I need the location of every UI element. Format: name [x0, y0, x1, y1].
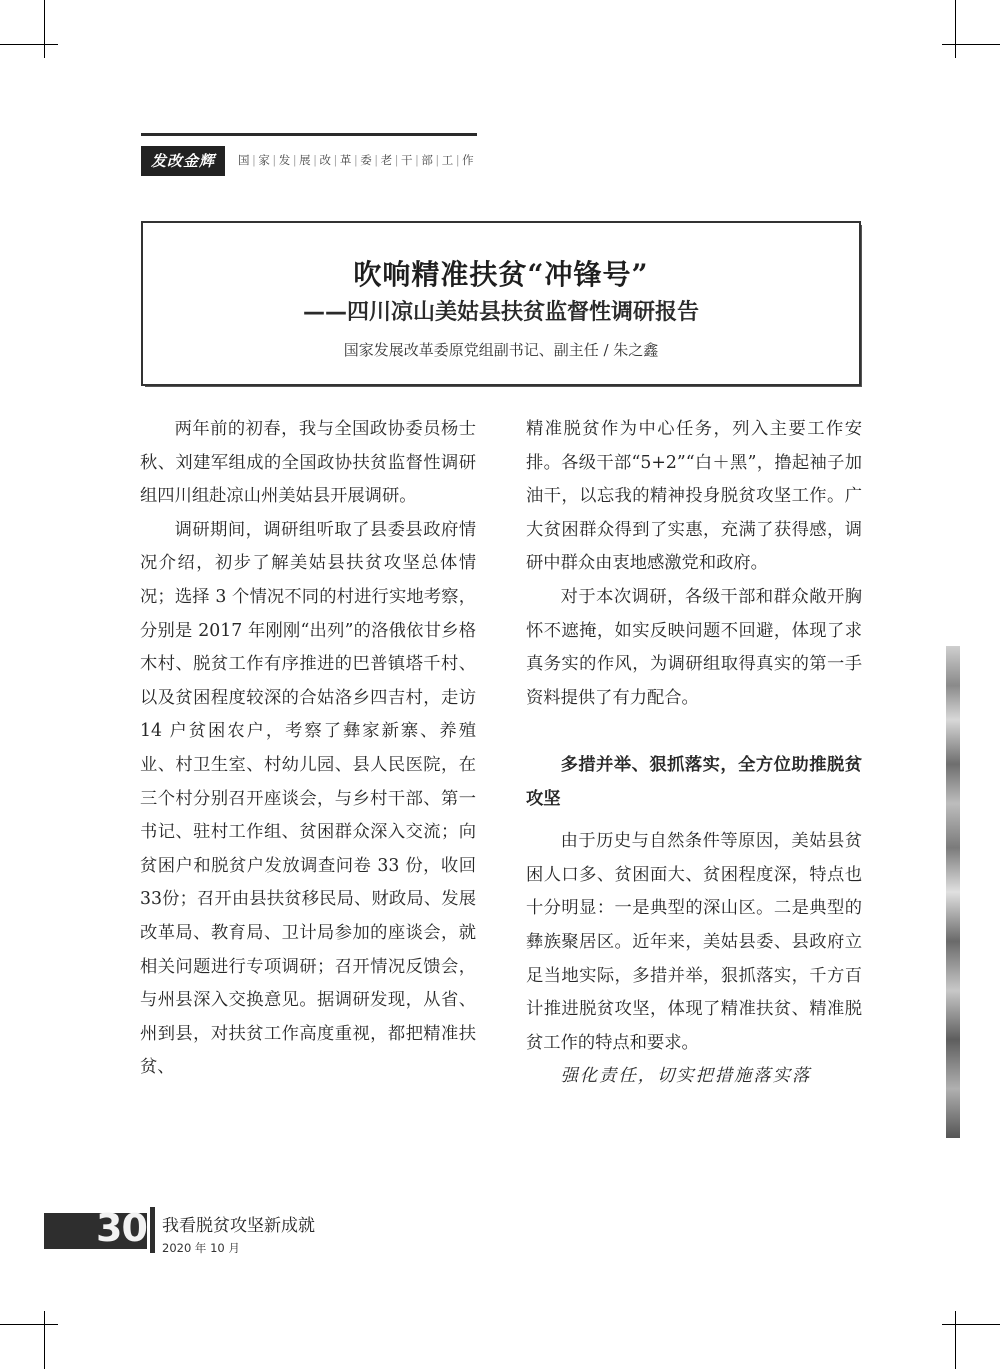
section-subtitle-char: 作 — [462, 153, 475, 167]
section-subtitle-char: 部 — [421, 153, 434, 167]
separator: | — [353, 153, 359, 167]
article-subtitle: ——四川凉山美姑县扶贫监督性调研报告 — [302, 300, 699, 325]
page-divider — [150, 1207, 155, 1253]
issue-date: 2020 年 10 月 — [162, 1241, 240, 1255]
section-subtitle-char: 家 — [258, 153, 271, 167]
right-column — [526, 413, 862, 1094]
section-tag: 发改金辉 — [141, 146, 225, 176]
separator: | — [272, 153, 277, 167]
body-paragraph: 对于本次调研，各级干部和群众敞开胸怀不遮掩，如实反映问题不回避，体现了求真务实的作风，为调研组取得真实的第一手资料提供了有力配合。 — [526, 586, 862, 708]
body-paragraph: 调研期间，调研组听取了县委县政府情况介绍，初步了解美姑县扶贫攻坚总体情况；选择 3 个情况不同的村进行实地考察，分别是 2017 年刚刚“出列”的洛俄依甘乡格木村、脱贫工作有序推进的巴普镇塔千村、以及贫困程度较深的合姑洛乡四吉村，走访 14 户贫困农户，考察了彝家新寨、养殖业、村卫生室、村幼儿园、县人民医院，在三个村分别召开座谈会，与乡村干部、第一书记、驻村工作组、贫困群众深入交流；向贫困户和脱贫户发放调查问卷 33 份，收回 33份；召开由县扶贫移民局、财政局、发展改革局、教育局、卫计局参加的座谈会，就相关问题进行专项调研；召开情况反馈会，与州县深入交换意见。据调研发现，从省、州到县，对扶贫工作高度重视，都把精准扶贫、 — [140, 519, 476, 1078]
left-column — [140, 413, 476, 1085]
crop-mark — [942, 44, 1000, 45]
section-subtitle-char: 工 — [441, 153, 454, 167]
section-subtitle-char: 委 — [360, 153, 373, 167]
article-byline: 国家发展改革委原党组副书记、副主任 / 朱之鑫 — [343, 341, 659, 359]
section-rule — [141, 133, 477, 136]
spacer — [526, 715, 862, 749]
body-paragraph-continued: 精准脱贫作为中心任务，列入主要工作安排。各级干部“5+2”“白＋黑”，撸起袖子加油干，以忘我的精神投身脱贫攻坚工作。广大贫困群众得到了实惠，充满了获得感，调研中群众由衷地感激党和政府。 — [526, 419, 862, 574]
crop-mark — [0, 44, 58, 45]
separator: | — [292, 153, 298, 167]
separator: | — [313, 153, 318, 167]
body-paragraph: 由于历史与自然条件等原因，美姑县贫困人口多、贫困面大、贫困程度深，特点也十分明显：一是典型的深山区。二是典型的彝族聚居区。近年来，美姑县委、县政府立足当地实际，多措并举，狠抓落实，千方百计推进脱贫攻坚，体现了精准扶贫、精准脱贫工作的特点和要求。 — [526, 831, 862, 1053]
section-subtitle-char: 发 — [278, 153, 291, 167]
separator: | — [455, 153, 461, 167]
separator: | — [252, 153, 257, 167]
body-paragraph: 两年前的初春，我与全国政协委员杨士秋、刘建军组成的全国政协扶贫监督性调研组四川组赴凉山州美姑县开展调研。 — [140, 419, 476, 507]
separator: | — [435, 153, 440, 167]
crop-mark — [942, 1324, 1000, 1325]
article-title: 吹响精准扶贫“冲锋号” — [353, 258, 649, 291]
separator: | — [374, 153, 379, 167]
crop-mark — [0, 1324, 58, 1325]
section-subtitle-char: 老 — [380, 153, 393, 167]
section-subtitle-char: 革 — [339, 153, 352, 167]
subheading: 强化责任，切实把措施落实落 — [560, 1066, 812, 1087]
crop-mark — [44, 0, 45, 58]
decorative-photo-strip — [946, 646, 960, 1138]
section-subtitle — [238, 152, 474, 168]
section-subtitle-char: 国 — [238, 153, 250, 167]
crop-mark — [955, 0, 956, 58]
separator: | — [394, 153, 399, 167]
crop-mark — [955, 1311, 956, 1369]
title-box — [141, 221, 861, 386]
section-heading: 多措并举、狠抓落实，全方位助推脱贫攻坚 — [526, 754, 862, 809]
page-number: 30 — [96, 1206, 147, 1250]
section-subtitle-char: 干 — [401, 153, 413, 167]
separator: | — [333, 153, 338, 167]
separator: | — [415, 153, 420, 167]
section-subtitle-char: 展 — [299, 153, 312, 167]
magazine-column-name: 我看脱贫攻坚新成就 — [162, 1216, 315, 1236]
crop-mark — [44, 1311, 45, 1369]
section-subtitle-char: 改 — [319, 153, 332, 167]
